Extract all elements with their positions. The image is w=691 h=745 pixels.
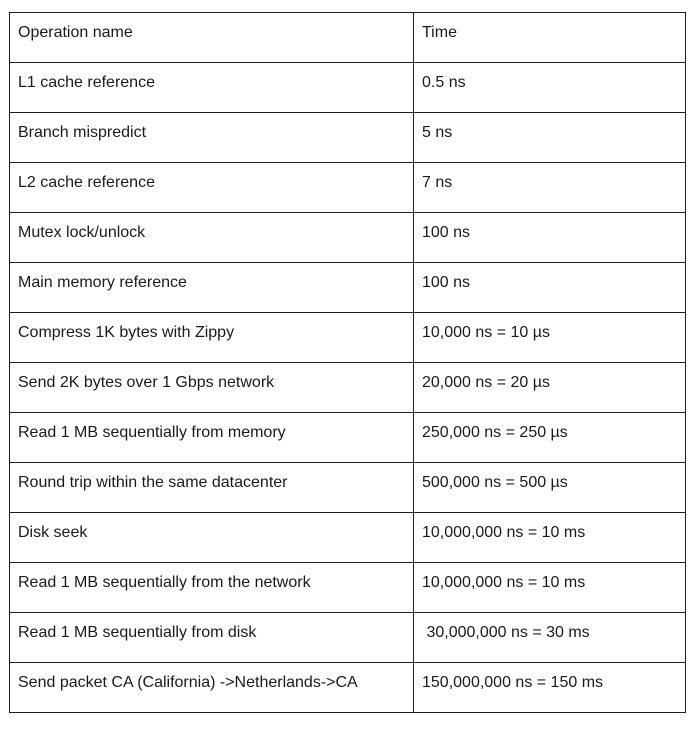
table-header-row — [10, 13, 686, 63]
time-value: 5 ns — [422, 124, 453, 141]
operation-cell — [10, 563, 414, 613]
table-row — [10, 63, 686, 113]
header-cell-time — [414, 13, 686, 63]
operation-cell — [10, 413, 414, 463]
table-row — [10, 513, 686, 563]
operation-name: Compress 1K bytes with Zippy — [18, 324, 235, 341]
time-value: 10,000 ns = 10 µs — [422, 324, 550, 341]
time-value: 100 ns — [422, 274, 471, 291]
operation-cell — [10, 213, 414, 263]
operation-cell — [10, 63, 414, 113]
operation-cell — [10, 513, 414, 563]
latency-table — [9, 12, 686, 713]
operation-name: L1 cache reference — [18, 74, 155, 91]
time-value: 100 ns — [422, 224, 471, 241]
time-value: 250,000 ns = 250 µs — [422, 424, 568, 441]
operation-cell — [10, 113, 414, 163]
time-cell — [414, 513, 686, 563]
operation-cell — [10, 313, 414, 363]
operation-cell — [10, 463, 414, 513]
time-cell — [414, 463, 686, 513]
operation-name: Round trip within the same datacenter — [18, 474, 288, 491]
operation-name: L2 cache reference — [18, 174, 155, 191]
table-row — [10, 163, 686, 213]
operation-cell — [10, 613, 414, 663]
time-cell — [414, 63, 686, 113]
table-row — [10, 663, 686, 713]
operation-name: Main memory reference — [18, 274, 187, 291]
time-cell — [414, 113, 686, 163]
table-row — [10, 363, 686, 413]
time-value: 10,000,000 ns = 10 ms — [422, 524, 586, 541]
table-row — [10, 113, 686, 163]
time-value: 7 ns — [422, 174, 453, 191]
time-value: 10,000,000 ns = 10 ms — [422, 574, 586, 591]
operation-name: Read 1 MB sequentially from disk — [18, 624, 257, 641]
operation-cell — [10, 663, 414, 713]
table-row — [10, 263, 686, 313]
table-row — [10, 413, 686, 463]
operation-cell — [10, 163, 414, 213]
time-value: 500,000 ns = 500 µs — [422, 474, 568, 491]
operation-name: Mutex lock/unlock — [18, 224, 146, 241]
table-row — [10, 213, 686, 263]
operation-cell — [10, 263, 414, 313]
operation-name: Disk seek — [18, 524, 88, 541]
time-value: 30,000,000 ns = 30 ms — [422, 624, 590, 641]
table-row — [10, 563, 686, 613]
table-row — [10, 463, 686, 513]
operation-name: Send 2K bytes over 1 Gbps network — [18, 374, 275, 391]
time-cell — [414, 313, 686, 363]
time-cell — [414, 413, 686, 463]
time-cell — [414, 663, 686, 713]
time-cell — [414, 563, 686, 613]
table-row — [10, 313, 686, 363]
time-cell — [414, 613, 686, 663]
time-cell — [414, 363, 686, 413]
operation-name: Send packet CA (California) ->Netherlands->CA — [18, 674, 358, 691]
time-value: 20,000 ns = 20 µs — [422, 374, 550, 391]
time-cell — [414, 263, 686, 313]
header-cell-operation — [10, 13, 414, 63]
time-value: 150,000,000 ns = 150 ms — [422, 674, 604, 691]
time-cell — [414, 213, 686, 263]
header-label-operation: Operation name — [18, 24, 133, 41]
operation-name: Read 1 MB sequentially from memory — [18, 424, 286, 441]
table-row — [10, 613, 686, 663]
time-value: 0.5 ns — [422, 74, 466, 91]
table-body — [10, 13, 686, 713]
header-label-time: Time — [422, 24, 457, 41]
operation-cell — [10, 363, 414, 413]
operation-name: Branch mispredict — [18, 124, 147, 141]
time-cell — [414, 163, 686, 213]
operation-name: Read 1 MB sequentially from the network — [18, 574, 311, 591]
